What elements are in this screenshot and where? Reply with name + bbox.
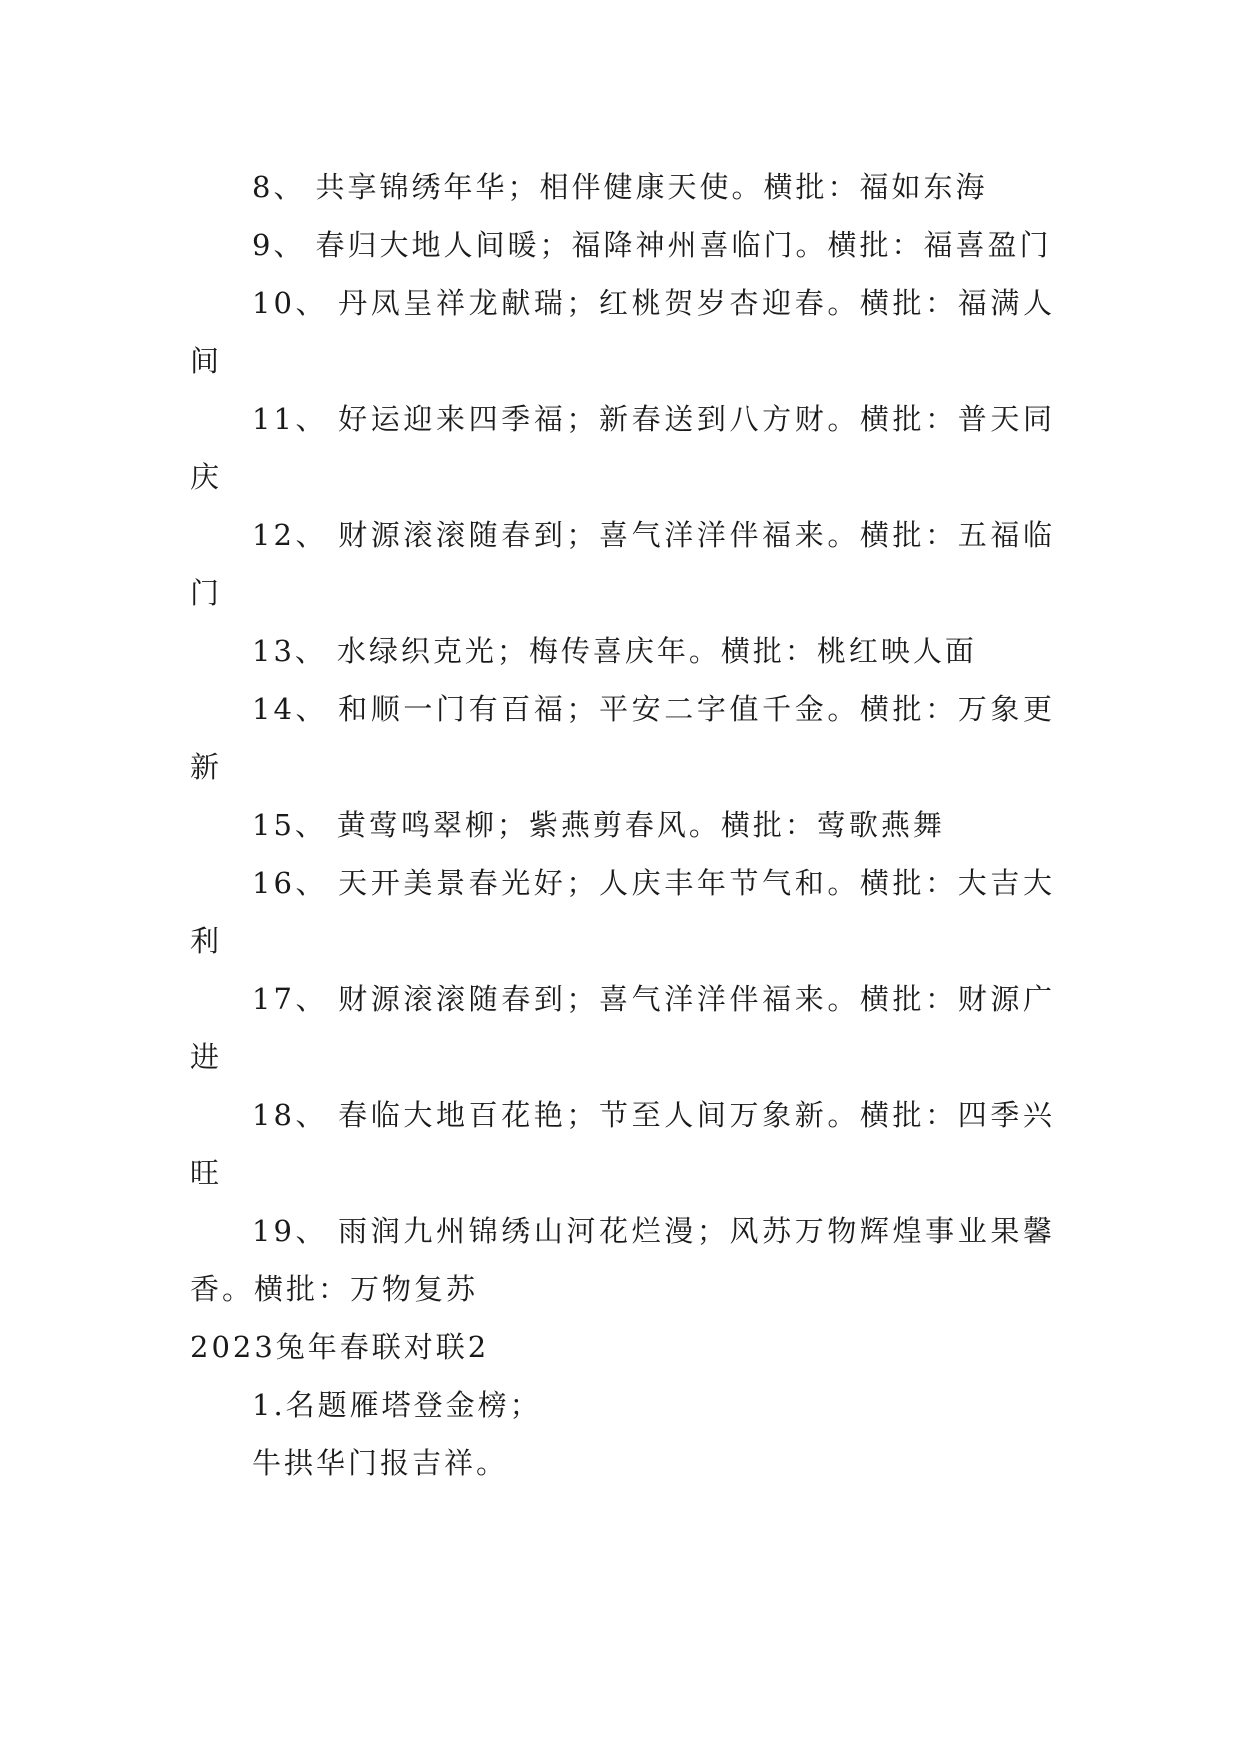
couplet-text: 财源滚滚随春到；喜气洋洋伴福来。横批：财源广进 <box>190 982 1055 1074</box>
couplet-text: 黄莺鸣翠柳；紫燕剪春风。横批：莺歌燕舞 <box>336 808 945 842</box>
couplet-text: 春临大地百花艳；节至人间万象新。横批：四季兴旺 <box>190 1098 1055 1190</box>
couplet-line-lower: 牛拱华门报吉祥。 <box>252 1446 509 1480</box>
couplet-text: 财源滚滚随春到；喜气洋洋伴福来。横批：五福临门 <box>190 518 1055 610</box>
item-number: 16、 <box>252 866 329 900</box>
couplet-item-19 <box>190 1202 1055 1318</box>
item-number: 8、 <box>252 170 306 204</box>
section-heading: 2023兔年春联对联2 <box>190 1330 490 1364</box>
couplet-text: 天开美景春光好；人庆丰年节气和。横批：大吉大利 <box>190 866 1055 958</box>
couplet-item-14 <box>190 680 1055 796</box>
couplet-text: 水绿织克光；梅传喜庆年。横批：桃红映人面 <box>336 634 977 668</box>
item-number: 10、 <box>252 286 329 320</box>
couplet-text: 丹凤呈祥龙献瑞；红桃贺岁杏迎春。横批：福满人间 <box>190 286 1055 378</box>
couplet-text: 和顺一门有百福；平安二字值千金。横批：万象更新 <box>190 692 1055 784</box>
item-number: 13、 <box>252 634 327 668</box>
couplet-item-17 <box>190 970 1055 1086</box>
item-number: 12、 <box>252 518 329 552</box>
couplet-item-13 <box>190 622 1055 680</box>
item-number: 9、 <box>252 228 306 262</box>
item-number: 14、 <box>252 692 329 726</box>
couplet-item-15 <box>190 796 1055 854</box>
item-number: 19、 <box>252 1214 329 1248</box>
couplet-item-9 <box>190 216 1055 274</box>
couplet-item-11 <box>190 390 1055 506</box>
couplet-item-12 <box>190 506 1055 622</box>
couplet-item-8 <box>190 158 1055 216</box>
couplet-text: 春归大地人间暖；福降神州喜临门。横批：福喜盈门 <box>315 228 1052 262</box>
couplet-text: 好运迎来四季福；新春送到八方财。横批：普天同庆 <box>190 402 1055 494</box>
document-body <box>190 158 1055 1492</box>
couplet-item-18 <box>190 1086 1055 1202</box>
couplet-text: 共享锦绣年华；相伴健康天使。横批：福如东海 <box>315 170 988 204</box>
item-number: 15、 <box>252 808 327 842</box>
couplet-item-10 <box>190 274 1055 390</box>
couplet-item-16 <box>190 854 1055 970</box>
item-number: 18、 <box>252 1098 329 1132</box>
item-number: 17、 <box>252 982 329 1016</box>
couplet-line-upper: 1.名题雁塔登金榜； <box>252 1388 542 1422</box>
couplet-text: 雨润九州锦绣山河花烂漫；风苏万物辉煌事业果馨香。横批：万物复苏 <box>190 1214 1055 1306</box>
item-number: 11、 <box>252 402 329 436</box>
